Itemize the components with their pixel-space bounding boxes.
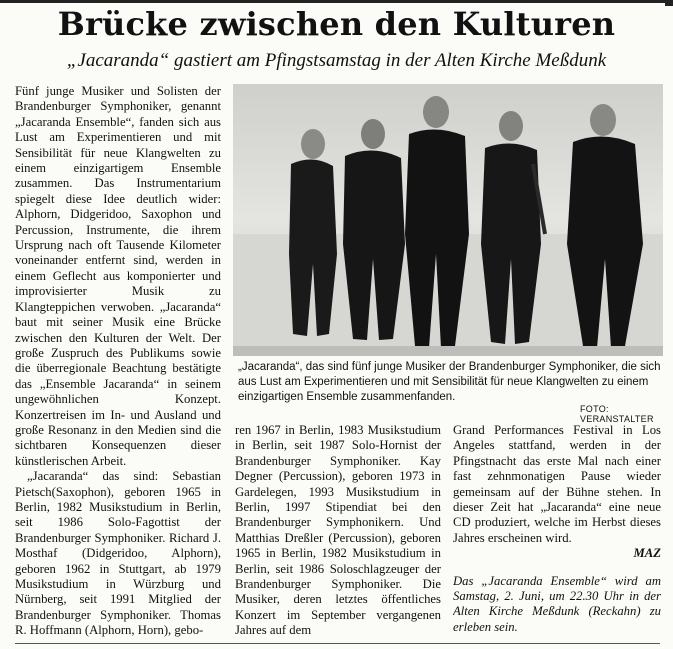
article-column-2 bbox=[235, 423, 441, 643]
article-subheadline: „Jacaranda“ gastiert am Pfingstsamstag in der Alten Kirche Meßdunk bbox=[66, 50, 607, 71]
article-column-3 bbox=[453, 423, 661, 643]
photo-caption: „Jacaranda“, das sind fünf junge Musiker der Brandenburger Symphoniker, die sich aus Lust am Experimentieren und mit Sensibilität für neue Klangwelten zu einem einzigartigen Ensemble zusammenfanden. bbox=[238, 361, 661, 403]
author-signature: MAZ bbox=[633, 546, 661, 561]
article-headline: Brücke zwischen den Kulturen bbox=[57, 5, 616, 43]
photo-credit: FOTO: VERANSTALTER bbox=[580, 404, 654, 424]
article-paragraph-continued: ren 1967 in Berlin, 1983 Musikstudium in Berlin, seit 1987 Solo-Hornist der Brandenburger Symphoniker. Kay Degner (Percussion), geboren 1973 in Gardelegen, 1993 Musikstudium in Berlin, 1997 Stipendiat bei den Brandenburger Symphonikern. Und Matthias Dreßler (Percussion), geboren 1965 in Berlin, 1982 Musikstudium in Berlin, seit 1986 Soloschlagzeuger der Brandenburger Symphoniker. Die Musiker, deren letztes öffentliches Konzert im September vergangenen Jahres auf dem bbox=[235, 423, 441, 638]
article-column-1 bbox=[15, 84, 221, 644]
article-paragraph-closing: Grand Performances Festival in Los Angeles stattfand, werden in der Pfingstnacht das erste Mal nach einer fast zehnmonatigen Pause wieder gemeinsam auf der Bühne stehen. In dieser Zeit hat „Jacaranda“ eine neue CD produziert, welche im Herbst dieses Jahres erscheinen wird. bbox=[453, 423, 661, 545]
article-paragraph-intro: Fünf junge Musiker und Solisten der Brandenburger Symphoniker, genannt „Jacaranda Ensemble“, fanden sich aus Lust am Experimentieren und mit Sensibilität für neue Klangwelten zu einem einzigartigem Ensemble zusammen. Das Instrumentarium spiegelt diese Idee deutlich wider: Alphorn, Didgeridoo, Saxophon und Percussion, Instrumente, die ihrem Ursprung nach oft Tausende Kilometer voneinander entfernt sind, werden in einem Geflecht aus komponierter und improvisierter Musik zu Klangteppichen verwoben. „Jacaranda“ baut mit seiner Musik eine Brücke zwischen den Kulturen der Welt. Der große Zuspruch des Publikums sowie die überregionale Beachtung bestätigte das „Ensemble Jacaranda“ in seinem ungewöhnlichen Konzept. Konzertreisen im In- und Ausland und große Resonanz in den Medien sind die sichtbaren Konsequenzen dieser künstlerischen Arbeit. bbox=[15, 84, 221, 468]
ensemble-photo bbox=[233, 84, 663, 356]
article-paragraph-members: „Jacaranda“ das sind: Sebastian Pietsch(Saxophon), geboren 1965 in Berlin, 1982 Musikstudium in Berlin, seit 1986 Solo-Fagottist der Brandenburger Symphoniker. Richard J. Mosthaf (Didgeridoo, Alphorn), geboren 1962 in Stuttgart, ab 1979 Musikstudium in Würzburg und Nürnberg, seit 1991 Mitglied der Brandenburger Symphoniker. Thomas R. Hoffmann (Alphorn, Horn), gebo- bbox=[15, 469, 221, 638]
scan-edge-top bbox=[0, 0, 673, 3]
ensemble-photo-illustration bbox=[233, 84, 663, 356]
page-bottom-rule bbox=[15, 643, 660, 644]
event-note: Das „Jacaranda Ensemble“ wird am Samstag, 2. Juni, um 22.30 Uhr in der Alten Kirche Meßdunk (Reckahn) zu erleben sein. bbox=[453, 573, 661, 634]
